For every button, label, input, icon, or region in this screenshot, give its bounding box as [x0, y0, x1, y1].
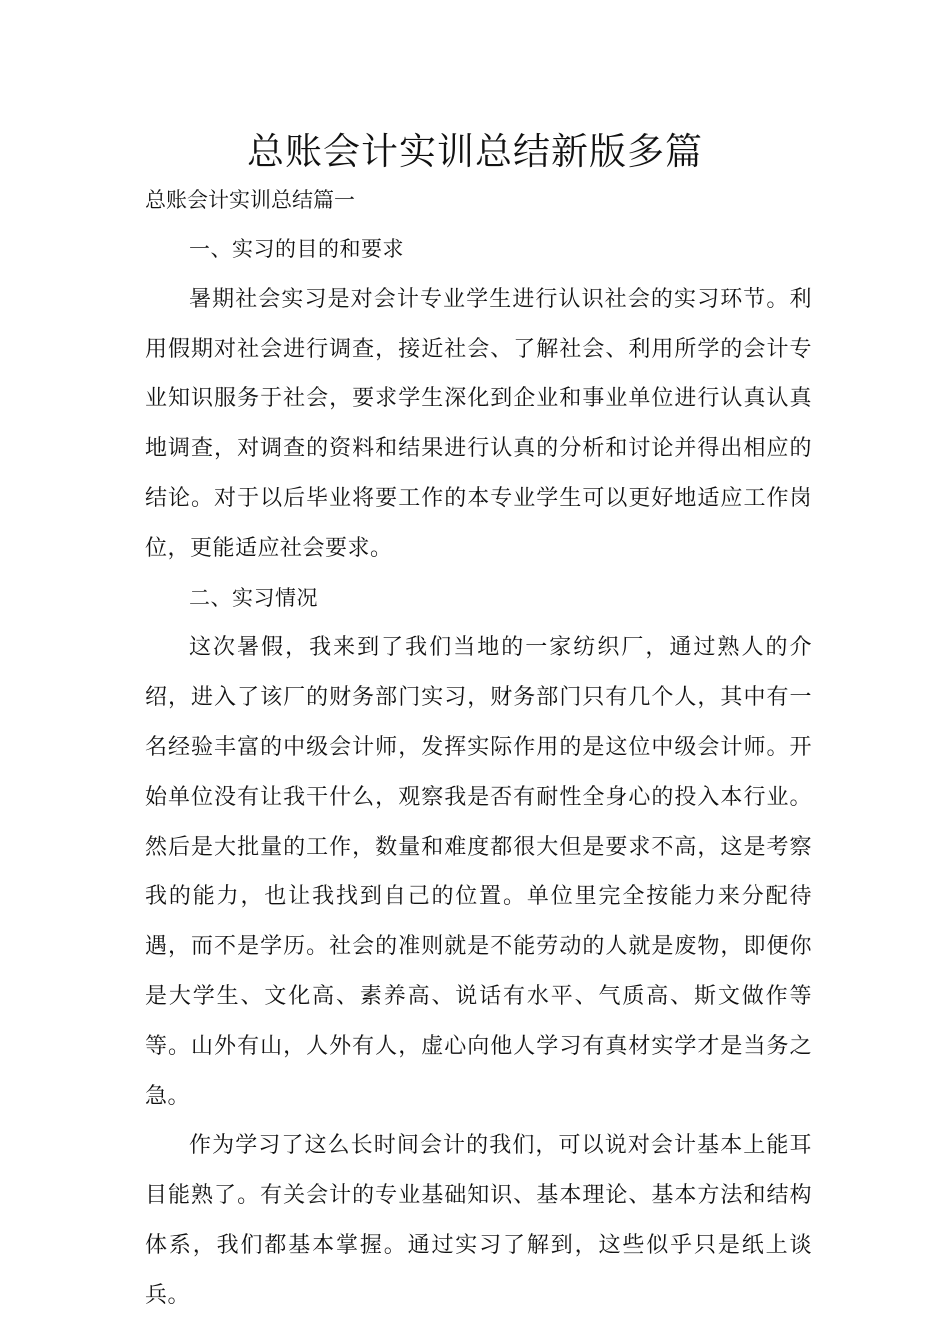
paragraph-internship-reflection: 作为学习了这么长时间会计的我们，可以说对会计基本上能耳目能熟了。有关会计的专业基础知识、基本理论、基本方法和结构体系，我们都基本掌握。通过实习了解到，这些似乎只是纸上谈兵。 [145, 1133, 812, 1308]
paragraph-objectives: 暑期社会实习是对会计专业学生进行认识社会的实习环节。利用假期对社会进行调查，接近社会、了解社会、利用所学的会计专业知识服务于社会，要求学生深化到企业和事业单位进行认真认真地调查，对调查的资料和结果进行认真的分析和讨论并得出相应的结论。对于以后毕业将要工作的本专业学生可以更好地适应工作岗位，更能适应社会要求。 [145, 286, 812, 561]
section-heading-internship: 二、实习情况 [189, 585, 318, 610]
document-title: 总账会计实训总结新版多篇 [247, 130, 703, 173]
section-heading-objectives: 一、实习的目的和要求 [189, 237, 404, 261]
paragraph-internship-experience: 这次暑假，我来到了我们当地的一家纺织厂，通过熟人的介绍，进入了该厂的财务部门实习，财务部门只有几个人，其中有一名经验丰富的中级会计师，发挥实际作用的是这位中级会计师。开始单位没有让我干什么，观察我是否有耐性全身心的投入本行业。然后是大批量的工作，数量和难度都很大但是要求不高，这是考察我的能力，也让我找到自己的位置。单位里完全按能力来分配待遇，而不是学历。社会的准则就是不能劳动的人就是废物，即便你是大学生、文化高、素养高、说话有水平、气质高、斯文做作等等。山外有山，人外有人，虚心向他人学习有真材实学才是当务之急。 [145, 635, 812, 1109]
document-body [145, 225, 812, 1321]
document-subtitle: 总账会计实训总结篇一 [145, 188, 355, 212]
